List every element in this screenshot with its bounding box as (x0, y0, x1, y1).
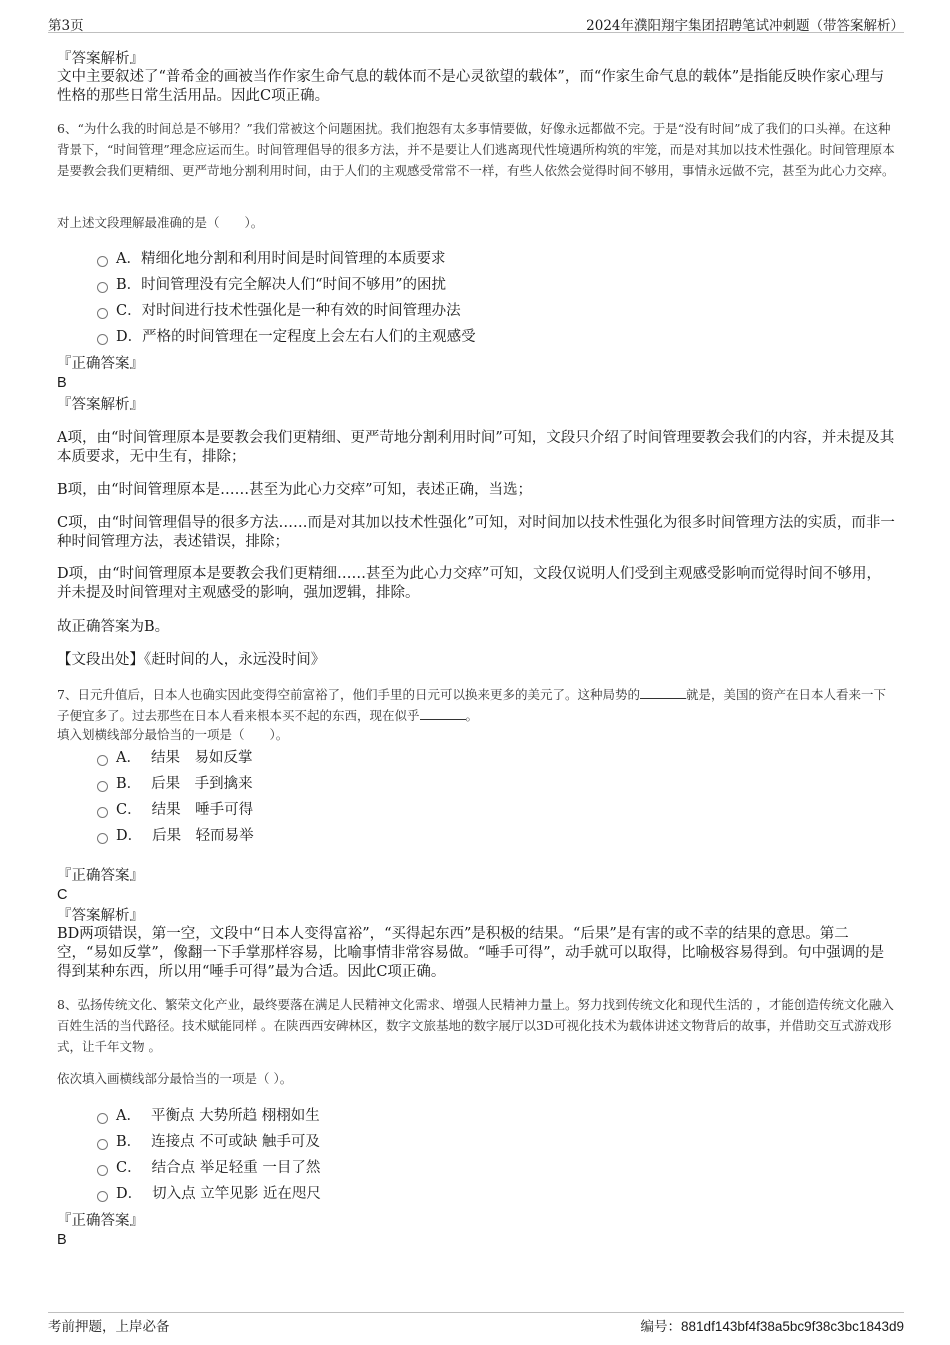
blank-line (640, 686, 686, 699)
q6-answer: B (57, 375, 67, 391)
q6-conclusion: 故正确答案为B。 (57, 619, 170, 635)
q7-option-b[interactable]: B． 后果 手到擒来 (97, 775, 253, 793)
radio-icon[interactable] (97, 833, 108, 844)
radio-icon[interactable] (97, 282, 108, 293)
q8-option-c[interactable]: C． 结合点 举足轻重 一目了然 (97, 1159, 320, 1177)
q7-analysis-label: 『答案解析』 (57, 908, 144, 924)
q6-analysis-label: 『答案解析』 (57, 397, 144, 413)
radio-icon[interactable] (97, 1165, 108, 1176)
document-title: 2024年濮阳翔宇集团招聘笔试冲刺题（带答案解析） (586, 18, 904, 34)
q6-option-c[interactable]: C． 对时间进行技术性强化是一种有效的时间管理办法 (97, 302, 461, 320)
q7-answer-label: 『正确答案』 (57, 868, 144, 884)
radio-icon[interactable] (97, 256, 108, 267)
blank-line (420, 707, 466, 720)
q7-answer: C (57, 887, 68, 903)
q6-answer-label: 『正确答案』 (57, 356, 144, 372)
q7-option-a[interactable]: A． 结果 易如反掌 (97, 749, 252, 767)
page-footer (48, 1312, 904, 1335)
footer-slogan: 考前押题，上岸必备 (48, 1319, 170, 1335)
q6-question: 对上述文段理解最准确的是（ ）。 (57, 215, 264, 230)
q6-analysis-c: C项，由“时间管理倡导的很多方法……而是对其加以技术性强化”可知，对时间加以技术性强化为很多时间管理方法的实质，而非一种时间管理方法，表述错误，排除； (57, 515, 895, 550)
q7-question: 填入划横线部分最恰当的一项是（ ）。 (57, 727, 289, 742)
q5-analysis: 文中主要叙述了“普希金的画被当作作家生命气息的载体而不是心灵欲望的载体”，而“作家生命气息的载体”是指能反映作家心理与性格的那些日常生活用品。因此C项正确。 (57, 69, 885, 104)
radio-icon[interactable] (97, 1113, 108, 1124)
q8-answer: B (57, 1232, 67, 1248)
radio-icon[interactable] (97, 755, 108, 766)
radio-icon[interactable] (97, 1139, 108, 1150)
radio-icon[interactable] (97, 807, 108, 818)
q6-source: 【文段出处】《赶时间的人，永远没时间》 (57, 652, 326, 668)
q8-stem: 8、弘扬传统文化、繁荣文化产业，最终要落在满足人民精神文化需求、增强人民精神力量上。努力找到传统文化和现代生活的 ，才能创造传统文化融入百姓生活的当代路径。技术赋能同样 。在陕西西安碑林区，数字文旅基地的数字展厅以3D可视化技术为载体讲述文物背后的故事，并借助交互式游戏形式，让千年文物 。 (57, 997, 894, 1054)
q6-analysis-b: B项，由“时间管理原本是……甚至为此心力交瘁”可知，表述正确，当选； (57, 482, 532, 498)
q7-analysis: BD两项错误，第一空，文段中“日本人变得富裕”，“买得起东西”是积极的结果。“后果”是有害的或不幸的结果的意思。第二空，“易如反掌”，像翻一下手掌那样容易，比喻事情非常容易做。“唾手可得”，动手就可以取得，比喻极容易得到。句中强调的是得到某种东西，所以用“唾手可得”最为合适。因此C项正确。 (57, 926, 885, 980)
page-header (48, 0, 904, 33)
radio-icon[interactable] (97, 308, 108, 319)
q6-analysis-a: A项，由“时间管理原本是要教会我们更精细、更严苛地分割利用时间”可知，文段只介绍了时间管理要教会我们的内容，并未提及其本质要求，无中生有，排除； (57, 430, 895, 465)
q6-option-d[interactable]: D． 严格的时间管理在一定程度上会左右人们的主观感受 (97, 328, 476, 346)
q5-analysis-label: 『答案解析』 (57, 51, 144, 67)
radio-icon[interactable] (97, 334, 108, 345)
q6-analysis-d: D项，由“时间管理原本是要教会我们更精细……甚至为此心力交瘁”可知，文段仅说明人们受到主观感受影响而觉得时间不够用，并未提及时间管理对主观感受的影响，强加逻辑，排除。 (57, 566, 881, 601)
q6-stem: 6、“为什么我的时间总是不够用？”我们常被这个问题困扰。我们抱怨有太多事情要做，好像永远都做不完。于是“没有时间”成了我们的口头禅。在这种背景下，“时间管理”理念应运而生。时间管理倡导的很多方法，并不是要让人们逃离现代性境遇所构筑的牢笼，而是对其加以技术性强化。时间管理原本是要教会我们更精细、更严苛地分割利用时间，由于人们的主观感受常常不一样，有些人依然会觉得时间不够用，事情永远做不完，甚至为此心力交瘁。 (57, 121, 895, 178)
radio-icon[interactable] (97, 781, 108, 792)
page-number: 第3页 (48, 18, 84, 34)
q8-option-a[interactable]: A． 平衡点 大势所趋 栩栩如生 (97, 1107, 320, 1125)
q7-option-c[interactable]: C． 结果 唾手可得 (97, 801, 253, 819)
q8-question: 依次填入画横线部分最恰当的一项是（ ）。 (57, 1071, 293, 1086)
radio-icon[interactable] (97, 1191, 108, 1202)
q7-option-d[interactable]: D． 后果 轻而易举 (97, 827, 254, 845)
q6-option-b[interactable]: B． 时间管理没有完全解决人们“时间不够用”的困扰 (97, 276, 446, 294)
q7-stem: 7、日元升值后，日本人也确实因此变得空前富裕了，他们手里的日元可以换来更多的美元了。这种局势的 就是，美国的资产在日本人看来一下子便宜多了。过去那些在日本人看来根本买不起的东西，现在似乎 。 (57, 687, 886, 723)
q8-option-b[interactable]: B． 连接点 不可或缺 触手可及 (97, 1133, 320, 1151)
q6-option-a[interactable]: A． 精细化地分割和利用时间是时间管理的本质要求 (97, 250, 445, 268)
document-code: 编号：881df143bf4f38a5bc9f38c3bc1843d9 (640, 1319, 904, 1335)
q8-answer-label: 『正确答案』 (57, 1213, 144, 1229)
q8-option-d[interactable]: D． 切入点 立竿见影 近在咫尺 (97, 1185, 321, 1203)
